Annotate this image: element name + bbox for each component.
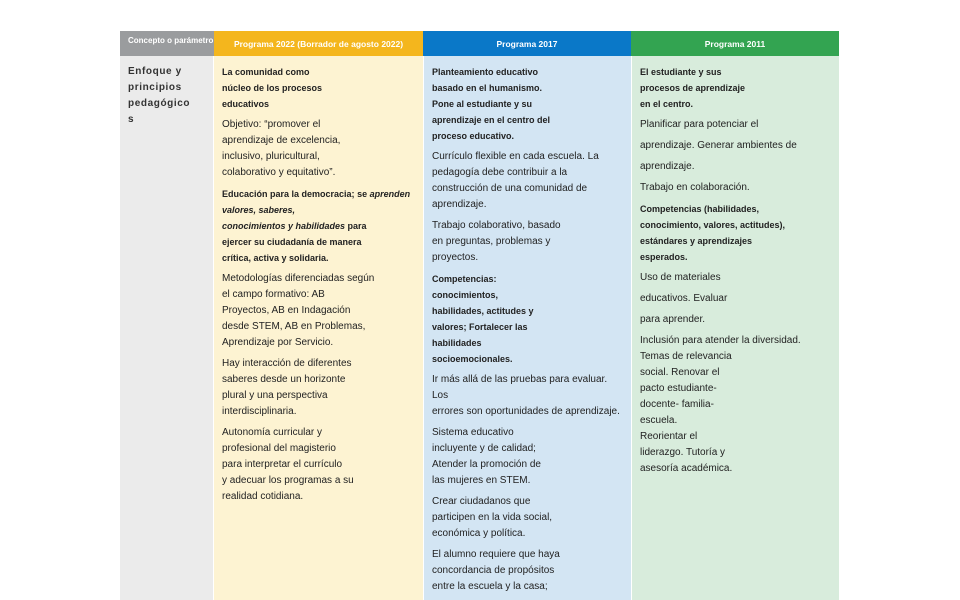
text-2017-citizens: Crear ciudadanos que participen en la vida social, económica y política. [432, 496, 553, 539]
cell-parameter [120, 56, 214, 600]
text-2022-democracy-title: Educación para la democracia; [222, 189, 355, 199]
column-parameter [120, 31, 214, 600]
text-2017-concordance: El alumno requiere que haya concordancia de propósitos entre la escuela y la casa; [432, 549, 560, 592]
header-2022: Programa 2022 (Borrador de agosto 2022) [214, 31, 423, 56]
row-label: Enfoque y principios pedagógico s [128, 66, 191, 125]
text-2022-autonomy: Autonomía curricular y profesional del magisterio para interpretar el currículo y adecuar los programas a su realidad cotidiana. [222, 427, 354, 502]
text-2017-collaborative: Trabajo colaborativo, basado en preguntas, problemas y proyectos. [432, 220, 561, 263]
cell-2022 [214, 56, 423, 600]
text-2022-democracy [222, 186, 415, 266]
text-2022-democracy-rest: para ejercer su ciudadanía de manera crítica, activa y solidaria. [222, 221, 367, 263]
text-2011-to-learn: para aprender. [640, 314, 706, 325]
text-2011-teamwork: Trabajo en colaboración. [640, 182, 750, 193]
cell-2017 [423, 56, 631, 600]
text-2011-competencies: Competencias (habilidades, conocimiento, valores, actitudes), estándares y aprendizajes esperados. [640, 204, 786, 262]
comparison-table [120, 31, 839, 600]
cell-2011 [631, 56, 839, 600]
text-2011-evaluate: educativos. Evaluar [640, 293, 728, 304]
text-2022-community: La comunidad como núcleo de los procesos educativos [222, 67, 323, 109]
text-2011-inclusion: Inclusión para atender la diversidad. Temas de relevancia social. Renovar el pacto estudiante- docente- familia- escuela. Reorientar el liderazgo. Tutoría y asesoría académica. [640, 335, 801, 474]
text-2011-student: El estudiante y sus procesos de aprendizaje en el centro. [640, 67, 746, 109]
text-2022-objective: Objetivo: “promover el aprendizaje de excelencia, inclusivo, pluricultural, colaborativo y equitativo”. [222, 119, 341, 178]
text-2011-plan: Planificar para potenciar el [640, 119, 759, 130]
column-2022 [214, 31, 423, 600]
text-2022-interaction: Hay interacción de diferentes saberes desde un horizonte plural y una perspectiva interdisciplinaria. [222, 358, 352, 417]
text-2011-environments: aprendizaje. Generar ambientes de [640, 140, 797, 151]
header-parameter: Concepto o parámetro [120, 31, 214, 56]
text-2022-methodologies: Metodologías diferenciadas según el campo formativo: AB Proyectos, AB en Indagación desde STEM, AB en Problemas, Aprendizaje por Servicio. [222, 273, 375, 348]
text-2017-inclusive: Sistema educativo incluyente y de calidad; Atender la promoción de las mujeres en STEM. [432, 427, 541, 486]
text-2017-humanism: Planteamiento educativo basado en el humanismo. Pone al estudiante y su aprendizaje en el centro del proceso educativo. [432, 67, 551, 141]
text-2022-democracy-se: se [354, 189, 370, 199]
text-2017-competencies: Competencias: conocimientos, habilidades, actitudes y valores; Fortalecer las habilidades socioemocionales. [432, 274, 534, 364]
text-2017-flexible: Currículo flexible en cada escuela. La pedagogía debe contribuir a la construcción de una comunidad de aprendizaje. [432, 151, 599, 210]
text-2022-democracy-italic: aprenden valores, saberes, conocimientos y habilidades [222, 189, 411, 231]
text-2011-learning: aprendizaje. [640, 161, 695, 172]
header-2011: Programa 2011 [631, 31, 839, 56]
column-2011 [631, 31, 839, 600]
text-2011-materials: Uso de materiales [640, 272, 721, 283]
header-2017: Programa 2017 [423, 31, 631, 56]
column-2017 [423, 31, 631, 600]
text-2017-evaluate: Ir más allá de las pruebas para evaluar. Los errores son oportunidades de aprendizaje. [432, 374, 620, 417]
